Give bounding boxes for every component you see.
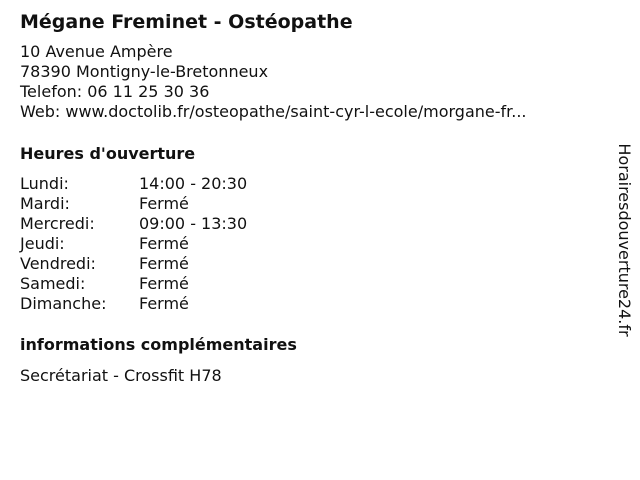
day-label: Dimanche:	[20, 294, 107, 313]
time-value: 09:00 - 13:30	[139, 214, 248, 233]
day-label: Jeudi:	[20, 234, 65, 253]
hours-row-sunday	[20, 294, 600, 314]
time-value: 14:00 - 20:30	[139, 174, 248, 193]
day-label: Lundi:	[20, 174, 69, 193]
day-label: Mercredi:	[20, 214, 95, 233]
hours-row-saturday	[20, 274, 600, 294]
site-watermark: Horairesdouverture24.fr	[615, 143, 634, 337]
time-value: Fermé	[139, 254, 189, 273]
time-value: Fermé	[139, 194, 189, 213]
time-value: Fermé	[139, 294, 189, 313]
time-value: Fermé	[139, 274, 189, 293]
address-line-1: 10 Avenue Ampère	[20, 42, 173, 61]
web-line: Web: www.doctolib.fr/osteopathe/saint-cyr-l-ecole/morgane-fr...	[20, 102, 527, 121]
day-label: Vendredi:	[20, 254, 96, 273]
phone-line: Telefon: 06 11 25 30 36	[20, 82, 210, 101]
time-value: Fermé	[139, 234, 189, 253]
address-line-2: 78390 Montigny-le-Bretonneux	[20, 62, 269, 81]
info-heading: informations complémentaires	[20, 335, 297, 354]
business-card	[20, 9, 600, 386]
hours-table	[20, 174, 600, 314]
hours-row-monday	[20, 174, 600, 194]
business-title: Mégane Freminet - Ostéopathe	[20, 11, 353, 33]
hours-heading: Heures d'ouverture	[20, 144, 196, 163]
info-text: Secrétariat - Crossfit H78	[20, 366, 222, 385]
day-label: Samedi:	[20, 274, 86, 293]
hours-row-friday	[20, 254, 600, 274]
hours-row-thursday	[20, 234, 600, 254]
day-label: Mardi:	[20, 194, 70, 213]
hours-row-tuesday	[20, 194, 600, 214]
hours-row-wednesday	[20, 214, 600, 234]
